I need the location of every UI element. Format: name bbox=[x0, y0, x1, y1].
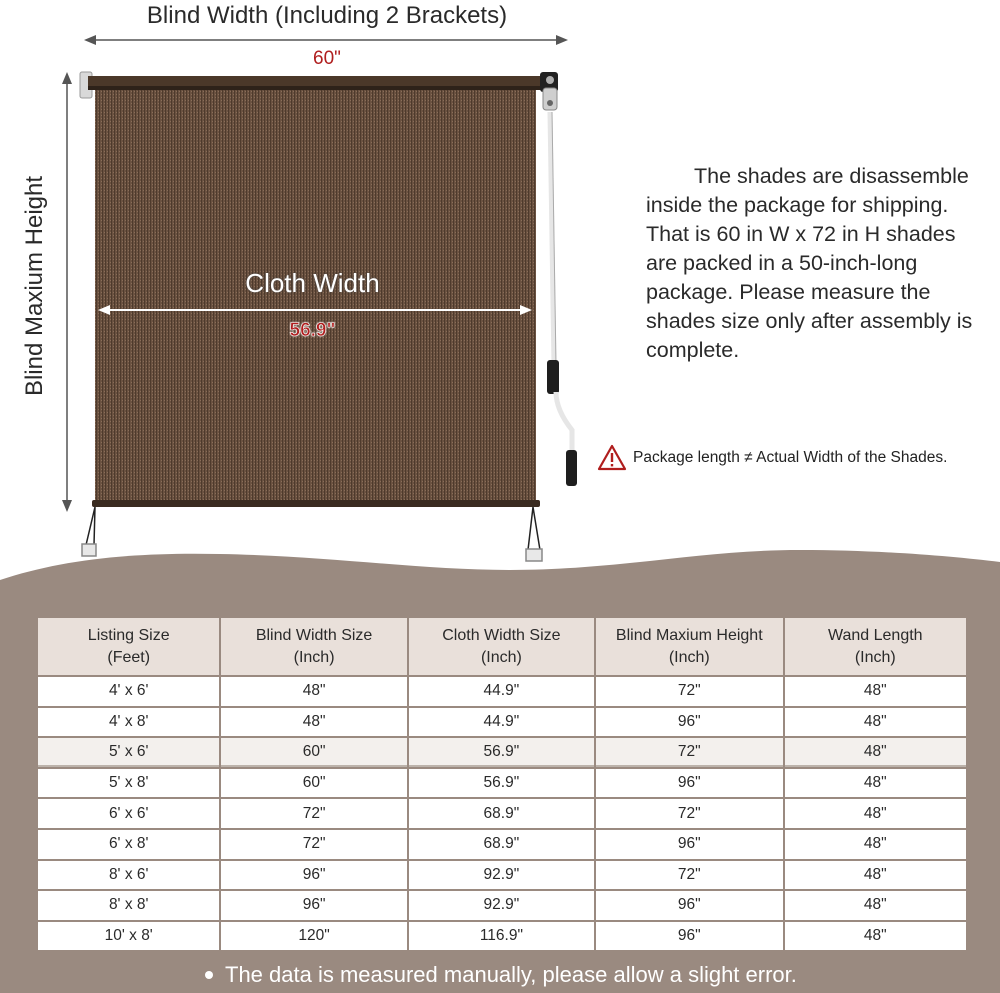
cell-cloth-width: 68.9" bbox=[409, 799, 594, 828]
cell-blind-width: 96" bbox=[221, 891, 406, 920]
bottom-bar bbox=[92, 500, 540, 507]
table-header-row bbox=[38, 618, 966, 675]
cell-cloth-width: 92.9" bbox=[409, 891, 594, 920]
cell-cloth-width: 56.9" bbox=[409, 769, 594, 798]
blind-width-arrow bbox=[84, 35, 568, 45]
cell-blind-width: 72" bbox=[221, 830, 406, 859]
cell-blind-height: 96" bbox=[596, 891, 782, 920]
cell-wand-length: 48" bbox=[785, 891, 966, 920]
cell-blind-height: 72" bbox=[596, 738, 782, 767]
cell-listing-size: 8' x 8' bbox=[38, 891, 219, 920]
disclaimer-text: The data is measured manually, please allow a slight error. bbox=[225, 962, 797, 987]
right-bracket bbox=[540, 72, 558, 110]
cell-cloth-width: 92.9" bbox=[409, 861, 594, 890]
cell-wand-length: 48" bbox=[785, 830, 966, 859]
table-row bbox=[38, 769, 966, 798]
cell-blind-width: 60" bbox=[221, 769, 406, 798]
cell-cloth-width: 44.9" bbox=[409, 708, 594, 737]
size-table bbox=[36, 616, 968, 952]
table-row bbox=[38, 891, 966, 920]
table-row bbox=[38, 922, 966, 951]
measurement-disclaimer bbox=[205, 962, 797, 988]
cell-blind-width: 96" bbox=[221, 861, 406, 890]
cell-blind-height: 96" bbox=[596, 830, 782, 859]
cell-blind-width: 60" bbox=[221, 738, 406, 767]
cell-blind-height: 96" bbox=[596, 769, 782, 798]
header-wand-length: Wand Length (Inch) bbox=[785, 618, 966, 675]
blind-width-label: Blind Width (Including 2 Brackets) bbox=[146, 2, 508, 29]
cell-listing-size: 10' x 8' bbox=[38, 922, 219, 951]
cell-blind-height: 96" bbox=[596, 922, 782, 951]
cell-blind-height: 96" bbox=[596, 708, 782, 737]
cell-listing-size: 8' x 6' bbox=[38, 861, 219, 890]
header-blind-height: Blind Maxium Height (Inch) bbox=[596, 618, 782, 675]
cell-listing-size: 5' x 6' bbox=[38, 738, 219, 767]
cell-listing-size: 6' x 8' bbox=[38, 830, 219, 859]
cell-listing-size: 4' x 8' bbox=[38, 708, 219, 737]
cell-cloth-width: 68.9" bbox=[409, 830, 594, 859]
blind-height-arrow bbox=[62, 72, 72, 512]
cell-blind-height: 72" bbox=[596, 799, 782, 828]
warning-triangle-icon bbox=[597, 444, 627, 472]
cell-listing-size: 6' x 6' bbox=[38, 799, 219, 828]
table-row bbox=[38, 830, 966, 859]
bullet-icon bbox=[205, 971, 213, 979]
cell-wand-length: 48" bbox=[785, 861, 966, 890]
package-warning bbox=[597, 444, 947, 472]
cell-wand-length: 48" bbox=[785, 769, 966, 798]
shipping-note: The shades are disassemble inside the package for shipping. That is 60 in W x 72 in H shades are packed in a 50-inch-long package. Please measure the shades size only after assembly is complete. bbox=[646, 164, 973, 362]
header-blind-width: Blind Width Size (Inch) bbox=[221, 618, 406, 675]
table-row bbox=[38, 799, 966, 828]
cell-wand-length: 48" bbox=[785, 799, 966, 828]
cell-blind-height: 72" bbox=[596, 861, 782, 890]
cell-wand-length: 48" bbox=[785, 922, 966, 951]
cell-wand-length: 48" bbox=[785, 677, 966, 706]
cloth-width-value: 56.9" bbox=[289, 320, 336, 341]
cell-cloth-width: 116.9" bbox=[409, 922, 594, 951]
cell-blind-height: 72" bbox=[596, 677, 782, 706]
cell-wand-length: 48" bbox=[785, 708, 966, 737]
cloth-width-label: Cloth Width bbox=[245, 268, 380, 298]
cell-wand-length: 48" bbox=[785, 738, 966, 767]
header-listing-size: Listing Size (Feet) bbox=[38, 618, 219, 675]
blind-width-value: 60" bbox=[313, 48, 341, 69]
cell-cloth-width: 56.9" bbox=[409, 738, 594, 767]
cell-blind-width: 48" bbox=[221, 708, 406, 737]
cell-listing-size: 5' x 8' bbox=[38, 769, 219, 798]
blind-height-label: Blind Maxium Height bbox=[21, 175, 48, 397]
cell-blind-width: 72" bbox=[221, 799, 406, 828]
cell-listing-size: 4' x 6' bbox=[38, 677, 219, 706]
warning-text: Package length ≠ Actual Width of the Shades. bbox=[633, 449, 948, 466]
table-row bbox=[38, 677, 966, 706]
header-cloth-width: Cloth Width Size (Inch) bbox=[409, 618, 594, 675]
table-row-highlighted bbox=[38, 738, 966, 767]
crank-wand bbox=[547, 112, 577, 486]
table-row bbox=[38, 861, 966, 890]
cell-cloth-width: 44.9" bbox=[409, 677, 594, 706]
cell-blind-width: 48" bbox=[221, 677, 406, 706]
cell-blind-width: 120" bbox=[221, 922, 406, 951]
table-row bbox=[38, 708, 966, 737]
